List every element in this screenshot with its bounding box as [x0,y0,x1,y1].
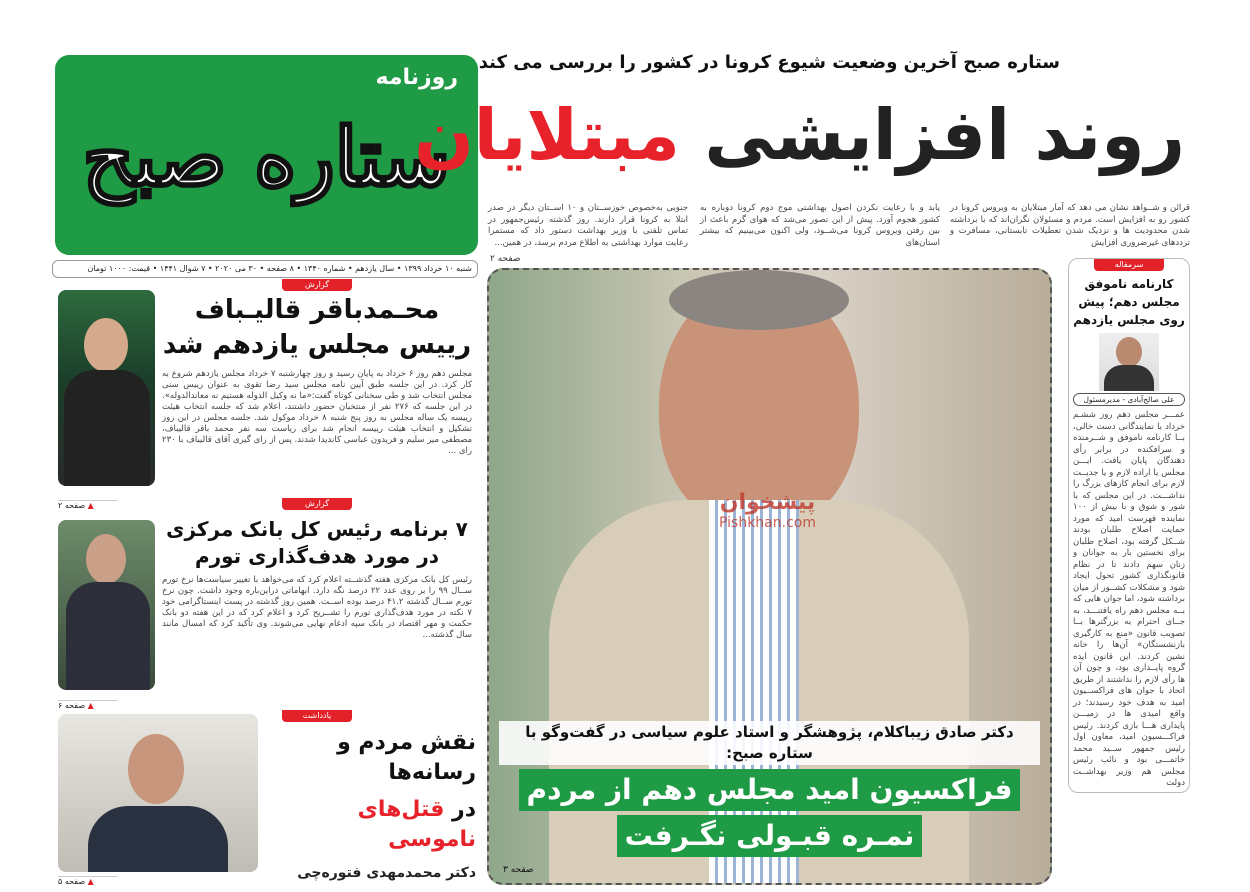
story-title: در قتل‌های ناموسی [357,797,476,853]
story-text [162,516,472,641]
lead-column: یابد و با رعایت نکردن اصول بهداشتی موج دوم کرونا دوباره به کشور هجوم آورد. پیش از این تصور می‌شد که هوای گرم باعث از بین رفتن ویروس کرونا می‌شــود، ولی اکنون می‌بینیم که بیشتر استان‌های [700,203,940,248]
page-ref: ▲ صفحه ۶ [58,700,118,710]
story-title: ۷ برنامه رئیس کل بانک مرکزی [166,517,468,541]
lead-column: قرائن و شــواهد نشان می دهد که آمار مبتلایان به ویروس کرونا در کشور رو به افزایش است. مردم و مسئولان نگران‌اند که با برداشته شدن محدودیت ها و نزدیک شدن تعطیلات تابستانی، مسافرت و ترددهای غیرضروری افزایش [950,203,1190,248]
section-label: گزارش [282,498,352,510]
editorial-column [1068,258,1190,793]
page-ref: صفحه ۳ [503,865,534,875]
main-caption [499,721,1040,857]
logo-subtitle: روزنامه [375,65,458,90]
story-title: محـمدباقر قالیـباف [194,295,440,325]
section-label: سرمقاله [1094,259,1164,271]
story-title: نقش مردم و رسانه‌ها [337,730,476,785]
headline-red: مبتلایان [414,94,681,176]
watermark: پیشخوان Pishkhan.com [719,490,816,531]
logo-title: ستاره صبح [82,110,451,204]
main-headline: نمـره قبـولی نگـرفت [617,815,923,857]
story-body: مجلس دهم روز ۶ خرداد به پایان رسید و روز چهارشنبه ۷ خرداد مجلس یازدهم شروع به کار کرد. در این جلسه طبق آیین نامه مجلس سید رضا تقوی به عنوان رییس سنی مجلس انتخاب شد و طی سخنانی کوتاه گفت:«ما نه وکیل الدوله هستیم نه معاندالدوله». در این جلسه که ۲۷۶ نفر از منتخبان حضور داشتند، اعلام شد که جلسه انتخاب هیئت رییسه یک ساله مجلس به روز پنج شنبه ۸ خرداد موکول شد. جلسه مجلس در این روز تشکیل و انتخاب هیئت رییسه انجام شد برای ریاست سه نفر محمد باقر قالیباف، مصطفی میر سلیم و فریدون عباسی کاندیدا شدند. پس از رای گیری آقای قالیباف با ۲۳۰ رای ... [162,369,472,457]
top-story-headline [414,94,1185,176]
story-photo [58,290,155,486]
story-author: دکتر محمدمهدی فتوره‌چی [297,864,476,881]
lead-column: جنوبی به‌خصوص خوزســتان و ۱۰ اســتان دیگر در صدر ابتلا به کرونا قرار دارند. روز گذشته رئیس‌جمهور در تماس تلفنی با وزیر بهداشت دستور داد که مستمرا رعایت موارد بهداشتی به اطلاع مردم برسد، در همین... [488,203,688,248]
editorial-body: عمـــر مجلس دهم روز ششـم خرداد با نمایندگانی دست خالی، بــا کارنامه ناموفق و شــرمنده و سرافکنده در برابر رأی دهندگان پایان یافت. ایـــن مجلس یا اراده لازم و یا جدیــت لازم برای انجام کارهای بزرگ را نداشـــت. در این مجلس که با شور و شوق و با بیش از ۱۰۰ نماینده فهرست امید که مورد حمایت اصلاح طلبان بودند شــکل گرفته بود، اصلاح طلبان برای نخستین بار به جوانان و زنان سهم دادند تا در نظام قانونگذاری کشور تحول ایجاد شود و مشکلات کشــور از میان برداشته شود، اما جوان هایی که بــه مجلس دهم راه یافتنـــد، به جــای احترام به بزرگترها بــا تصویب قانون «منع به کارگیری بازنشستگان» آن‌ها را خانه نشین کردند. این قانون ایده گروه پایــداری بود، و چون آن ها رأی لازم را نداشتند از طریق اتحاد با جوان های فراکســیون امید به هدف خود رسیدند؛ در واقع امیدی ها در زمیـــن پایداری هـــا بازی کردند. رئیس فراکـــسیون امید، معاون اول رئیس جمهور ســید محمد خاتمـــی بود و نائب رئیس مجلس هم وزیر بهداشــت دولت [1073,410,1185,788]
page-ref: صفحه ۲ [490,254,521,264]
story-text [162,293,472,457]
story-photo [58,714,258,872]
section-label: یادداشت [282,710,352,722]
author-photo [1099,333,1159,391]
story-body: رئیس کل بانک مرکزی هفته گذشــته اعلام کرد که می‌خواهد با تغییر سیاست‌ها نرخ تورم ســال ۹۹ را بر روی عدد ۲۲ درصد نگه دارد. ابهاماتی دراین‌باره وجود داشت. چون نرخ تورم ســال گذشته ۴۱.۲ درصد بوده اســت. همین روز گذشته در پست اینستاگرامی خود ۷ نکته در مورد هدف‌گذاری تورم را تشــریح کرد و اعلام کرد که در این هفته دو بانک حکمت و مهر اقتصاد در بانک سپه ادغام نهایی می‌شوند. وی تأکید کرد که امسال مانند سال گذشته... [162,575,472,640]
main-caption-intro: دکتر صادق زیباکلام، پژوهشگر و استاد علوم سیاسی در گفت‌وگو با ستاره صبح: [499,721,1040,765]
story-title: در مورد هدف‌گذاری تورم [194,544,440,568]
main-photo [487,268,1052,885]
main-headline: فراکسیون امید مجلس دهم از مردم [519,769,1021,811]
story-photo [58,520,155,690]
headline-black: روند افزایشی [704,94,1185,176]
editorial-author: علی صالح‌آبادی - مدیرمسئول [1073,393,1185,406]
page-ref: ▲ صفحه ۵ [58,876,118,886]
story-text [264,728,476,881]
triangle-icon: ▲ [85,701,94,710]
page-ref: ▲ صفحه ۲ [58,500,118,510]
top-story-kicker: ستاره صبح آخرین وضعیت شیوع کرونا در کشور را بررسی می کند [478,52,1060,73]
editorial-title: کارنامه ناموفق مجلس دهم؛ پیش روی مجلس یازدهم [1073,277,1185,327]
triangle-icon: ▲ [85,501,94,510]
section-label: گزارش [282,279,352,291]
triangle-icon: ▲ [85,877,94,886]
dateline: شنبه ۱۰ خرداد ۱۳۹۹ • سال یازدهم • شماره ۱۳۴۰ • ۸ صفحه • ۳۰ می ۲۰۲۰ • ۷ شوال ۱۴۴۱ • قیمت: ۱۰۰۰ تومان [52,260,478,278]
story-title: رییس مجلس یازدهم شد [162,330,472,361]
